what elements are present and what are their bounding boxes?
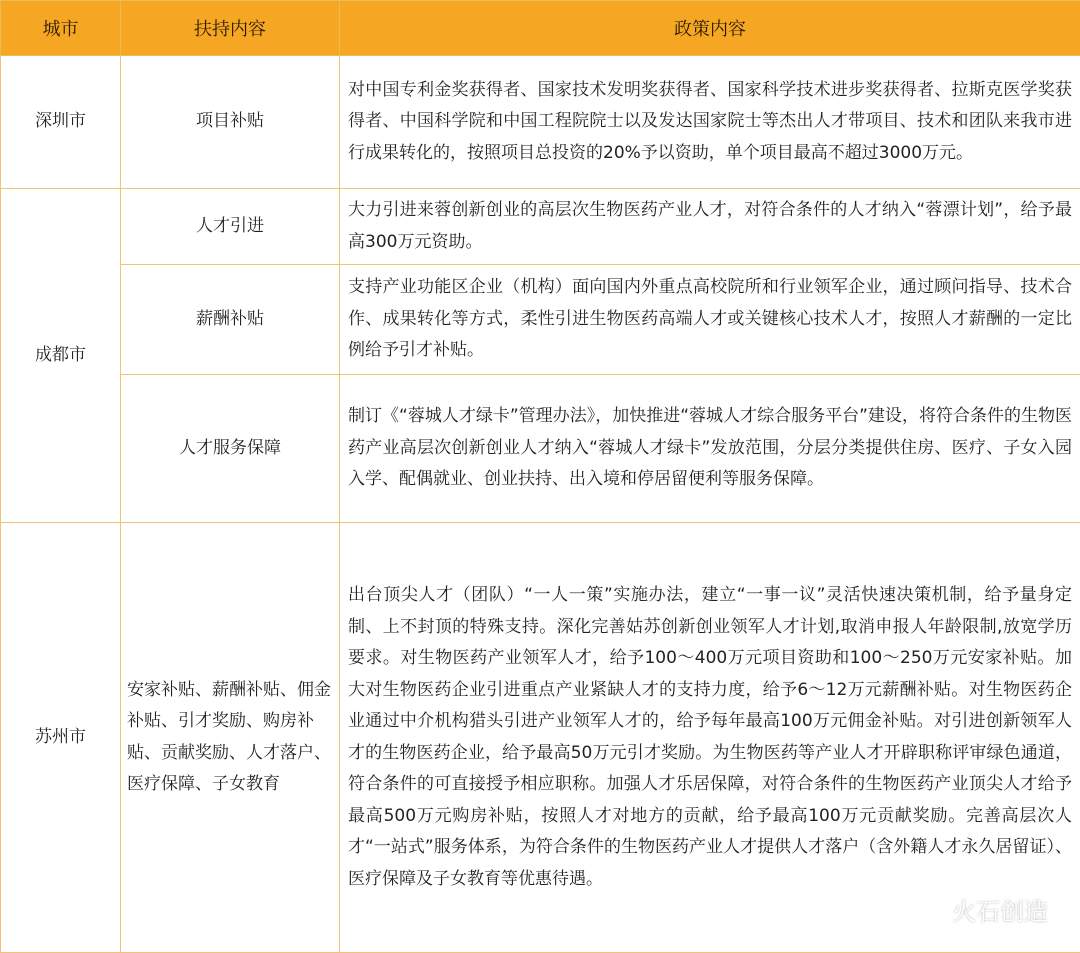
table-row [1,523,1080,953]
wechat-icon [912,895,946,925]
support-cell: 项目补贴 [121,56,340,189]
policy-cell: 出台顶尖人才（团队）“一人一策”实施办法，建立“一事一议”灵活快速决策机制，给予量身定制、上不封顶的特殊支持。深化完善姑苏创新创业领军人才计划,取消申报人年龄限制,放宽学历要求。对生物医药产业领军人才，给予100～400万元项目资助和100～250万元安家补贴。加大对生物医药企业引进重点产业紧缺人才的支持力度，给予6～12万元薪酬补贴。对生物医药企业通过中介机构猎头引进产业领军人才的，给予每年最高100万元佣金补贴。对引进创新领军人才的生物医药企业，给予最高50万元引才奖励。为生物医药等产业人才开辟职称评审绿色通道，符合条件的可直接授予相应职称。加强人才乐居保障，对符合条件的生物医药产业顶尖人才给予最高500万元购房补贴，按照人才对地方的贡献，给予最高100万元贡献奖励。完善高层次人才“一站式”服务体系，为符合条件的生物医药产业人才提供人才落户（含外籍人才永久居留证）、医疗保障及子女教育等优惠待遇。 [340,523,1080,953]
watermark [912,892,1048,927]
header-policy: 政策内容 [340,1,1080,56]
city-cell: 成都市 [1,189,121,523]
header-row [1,1,1080,56]
support-cell: 薪酬补贴 [121,265,340,375]
table-row [1,56,1080,189]
support-cell: 人才服务保障 [121,375,340,523]
table-row [1,189,1080,265]
policy-cell: 对中国专利金奖获得者、国家技术发明奖获得者、国家科学技术进步奖获得者、拉斯克医学奖获得者、中国科学院和中国工程院院士以及发达国家院士等杰出人才带项目、技术和团队来我市进行成果转化的，按照项目总投资的20%予以资助，单个项目最高不超过3000万元。 [340,56,1080,189]
header-city: 城市 [1,1,121,56]
city-cell: 深圳市 [1,56,121,189]
policy-cell: 支持产业功能区企业（机构）面向国内外重点高校院所和行业领军企业，通过顾问指导、技术合作、成果转化等方式，柔性引进生物医药高端人才或关键核心技术人才，按照人才薪酬的一定比例给予引才补贴。 [340,265,1080,375]
city-cell: 苏州市 [1,523,121,953]
table-row [1,265,1080,375]
policy-cell: 大力引进来蓉创新创业的高层次生物医药产业人才，对符合条件的人才纳入“蓉漂计划”，给予最高300万元资助。 [340,189,1080,265]
policy-cell: 制订《“蓉城人才绿卡”管理办法》，加快推进“蓉城人才综合服务平台”建设，将符合条件的生物医药产业高层次创新创业人才纳入“蓉城人才绿卡”发放范围，分层分类提供住房、医疗、子女入园入学、配偶就业、创业扶持、出入境和停居留便利等服务保障。 [340,375,1080,523]
table-row [1,375,1080,523]
support-cell: 安家补贴、薪酬补贴、佣金补贴、引才奖励、购房补贴、贡献奖励、人才落户、医疗保障、子女教育 [121,523,340,953]
watermark-text: 火石创造 [952,898,1048,926]
header-support: 扶持内容 [121,1,340,56]
support-cell: 人才引进 [121,189,340,265]
